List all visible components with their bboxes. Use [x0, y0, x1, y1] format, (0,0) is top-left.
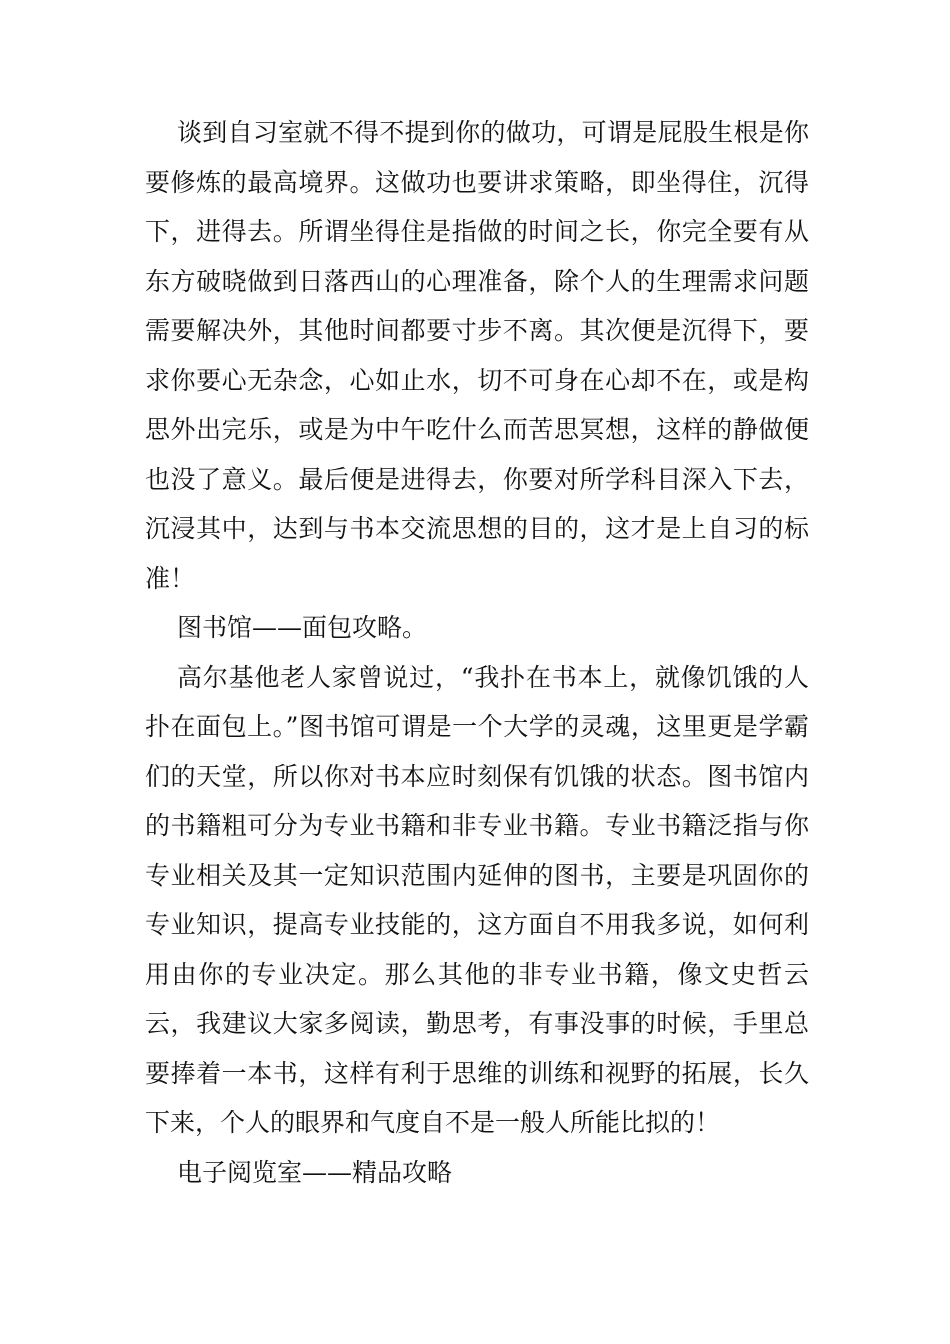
paragraph-library: 高尔基他老人家曾说过，“我扑在书本上，就像饥饿的人扑在面包上。”图书馆可谓是一个大学的灵魂，这里更是学霸们的天堂，所以你对书本应时刻保有饥饿的状态。图书馆内的书籍粗可分为专业书籍和非专业书籍。专业书籍泛指与你专业相关及其一定知识范围内延伸的图书，主要是巩固你的专业知识，提高专业技能的，这方面自不用我多说，如何利用由你的专业决定。那么其他的非专业书籍，像文史哲云云，我建议大家多阅读，勤思考，有事没事的时候，手里总要捧着一本书，这样有利于思维的训练和视野的拓展，长久下来，个人的眼界和气度自不是一般人所能比拟的！ — [145, 662, 809, 1137]
section-heading-library: 图书馆——面包攻略。 — [177, 613, 428, 642]
paragraph-study-room: 谈到自习室就不得不提到你的做功，可谓是屁股生根是你要修炼的最高境界。这做功也要讲求策略，即坐得住，沉得下，进得去。所谓坐得住是指做的时间之长，你完全要有从东方破晓做到日落西山的心理准备，除个人的生理需求问题需要解决外，其他时间都要寸步不离。其次便是沉得下，要求你要心无杂念，心如止水，切不可身在心却不在，或是构思外出完乐，或是为中午吃什么而苦思冥想，这样的静做便也没了意义。最后便是进得去，你要对所学科目深入下去，沉浸其中，达到与书本交流思想的目的，这才是上自习的标准！ — [145, 118, 809, 593]
section-heading-e-reading-room: 电子阅览室——精品攻略 — [177, 1157, 453, 1187]
document-body — [145, 108, 809, 1197]
